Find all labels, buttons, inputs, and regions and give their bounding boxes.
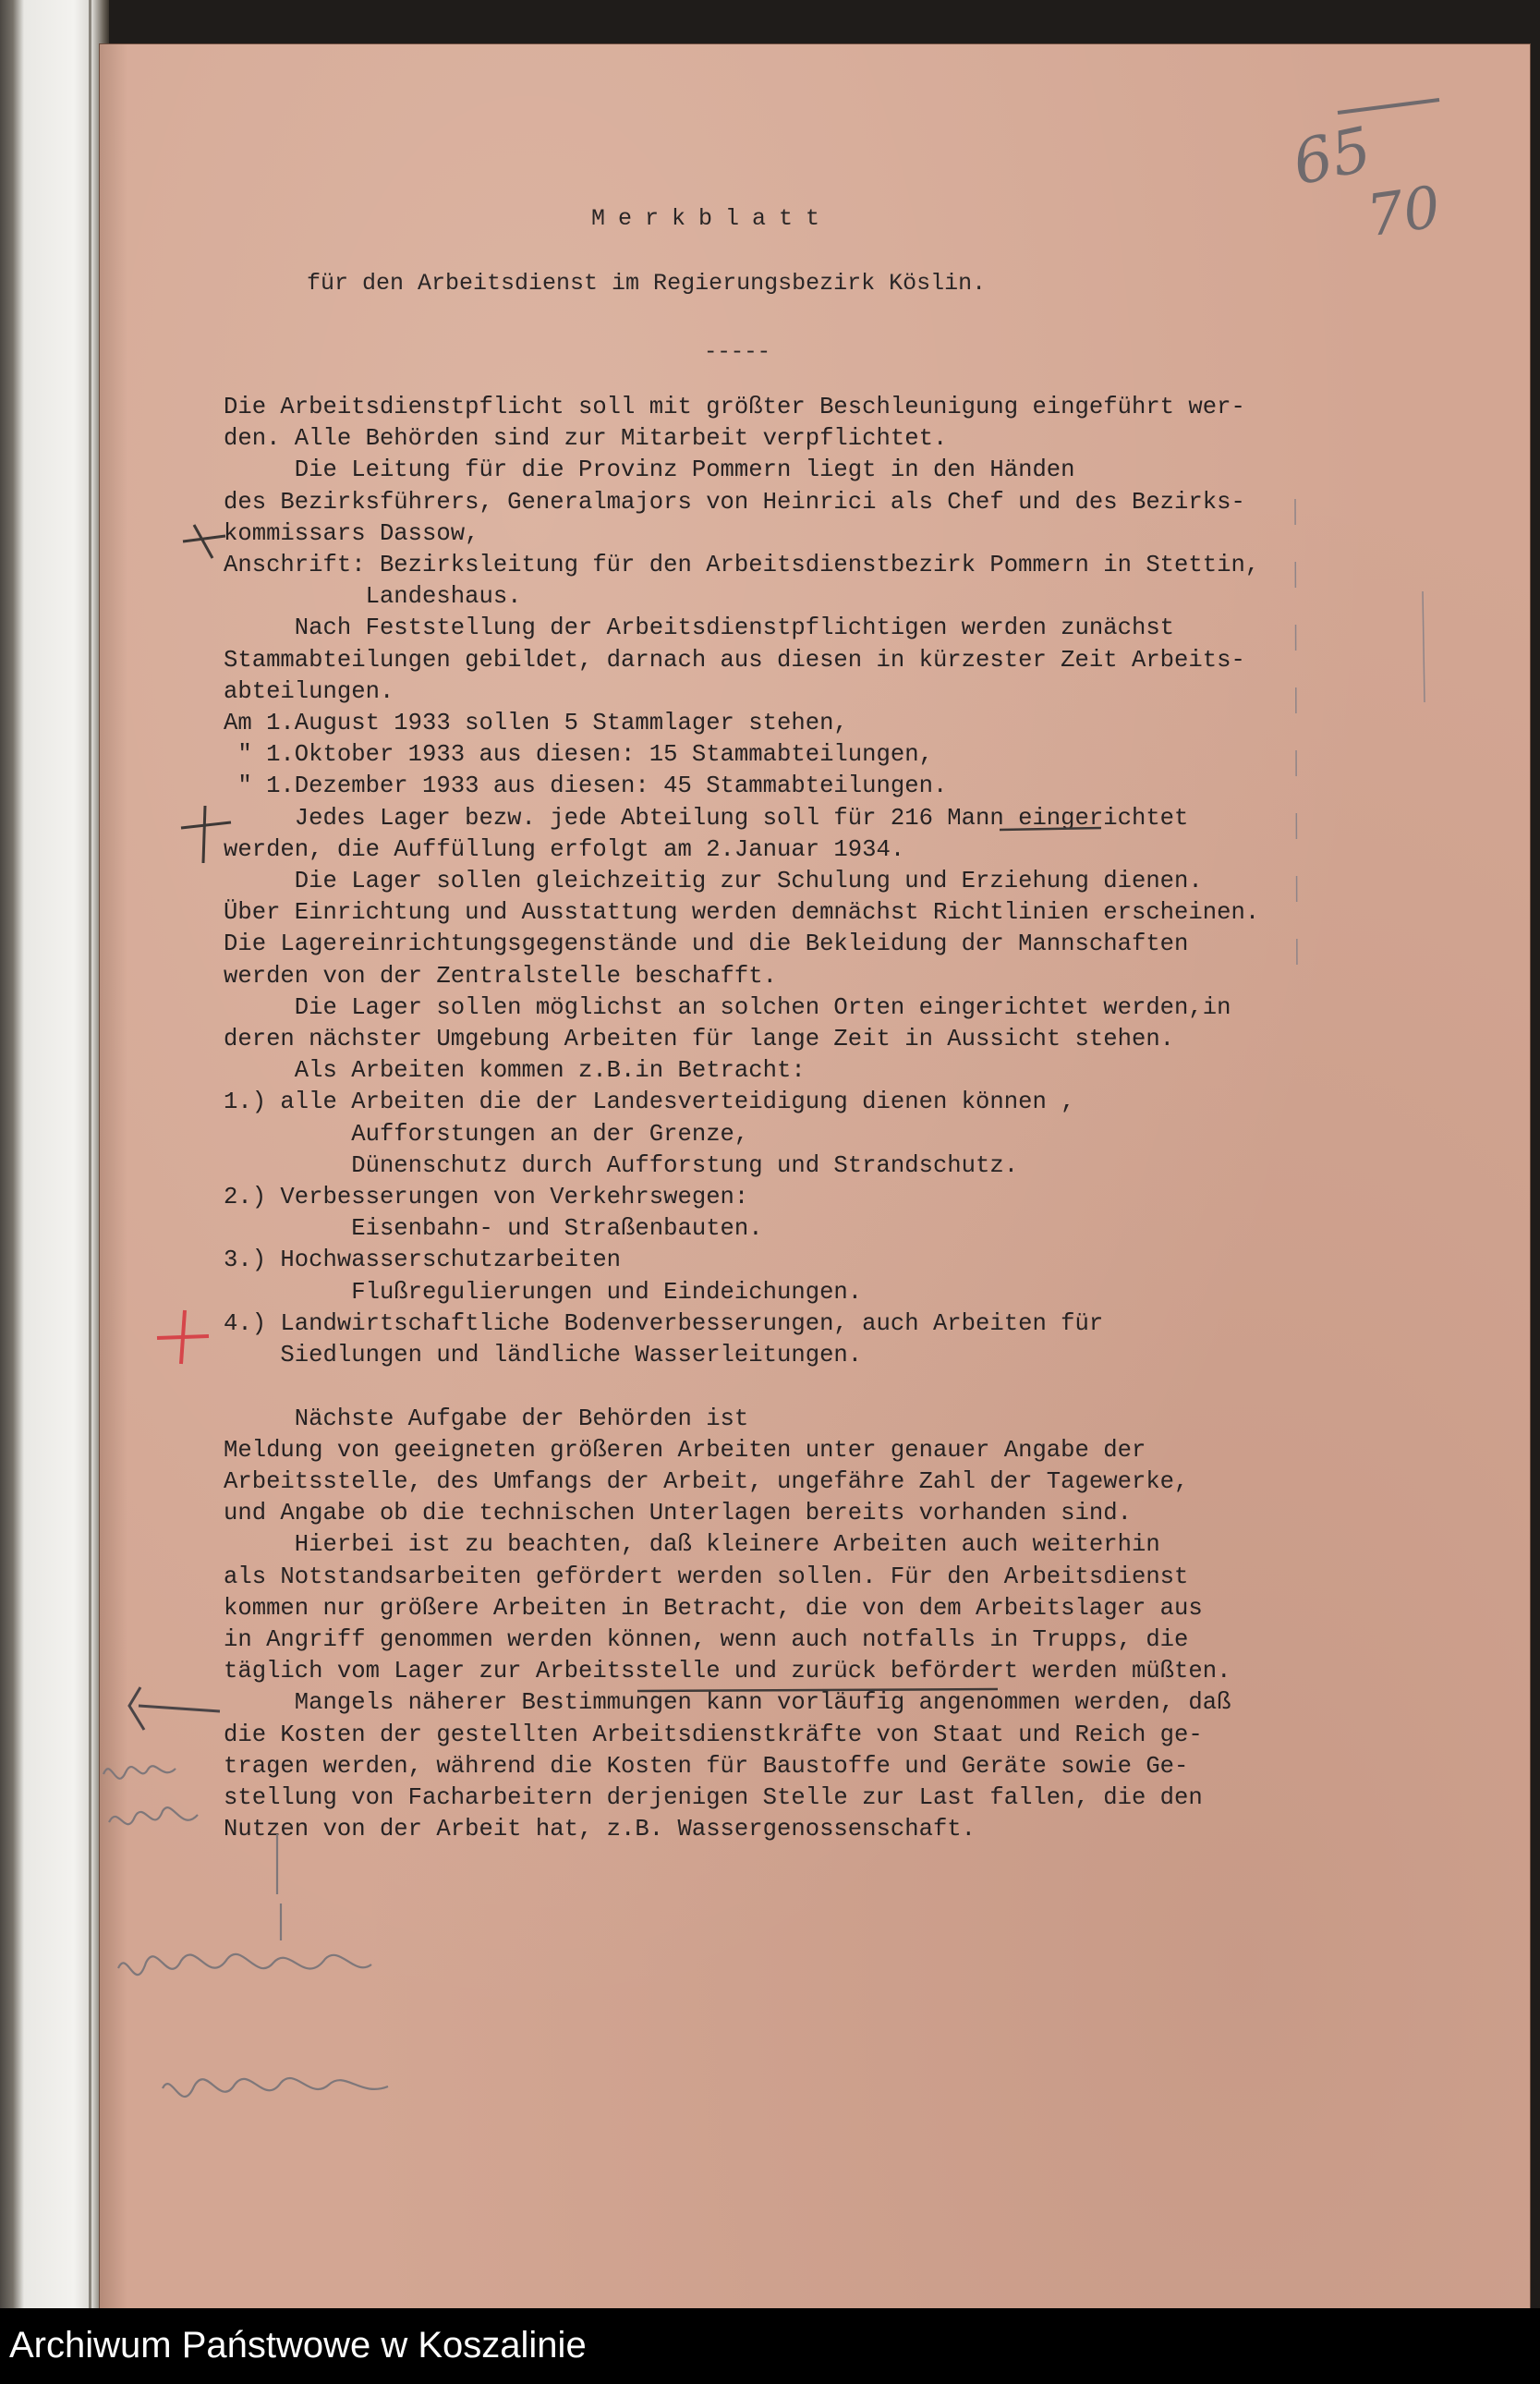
body-line: den. Alle Behörden sind zur Mitarbeit verpflichtet. bbox=[224, 425, 948, 453]
body-line: Dünenschutz durch Aufforstung und Strandschutz. bbox=[224, 1151, 1019, 1179]
body-line: 2.) Verbesserungen von Verkehrswegen: bbox=[224, 1184, 749, 1211]
body-line: Nutzen von der Arbeit hat, z.B. Wassergenossenschaft. bbox=[224, 1816, 976, 1843]
body-line: Jedes Lager bezw. jede Abteilung soll für 216 Mann eingerichtet bbox=[224, 804, 1189, 832]
body-line: Die Lager sollen möglichst an solchen Orten eingerichtet werden,in bbox=[224, 993, 1231, 1021]
body-line: Flußregulierungen und Eindeichungen. bbox=[224, 1278, 863, 1306]
body-line: die Kosten der gestellten Arbeitsdienstkräfte von Staat und Reich ge- bbox=[224, 1721, 1203, 1748]
body-line: Anschrift: Bezirksleitung für den Arbeitsdienstbezirk Pommern in Stettin, bbox=[224, 552, 1260, 579]
body-line: Aufforstungen an der Grenze, bbox=[224, 1120, 749, 1148]
body-line: Als Arbeiten kommen z.B.in Betracht: bbox=[224, 1057, 806, 1085]
body-line: Nächste Aufgabe der Behörden ist bbox=[224, 1405, 749, 1432]
body-line: kommissars Dassow, bbox=[224, 519, 479, 547]
archive-caption: Archiwum Państwowe w Koszalinie bbox=[9, 2325, 587, 2366]
body-line: werden, die Auffüllung erfolgt am 2.Januar 1934. bbox=[224, 835, 905, 863]
body-line: Siedlungen und ländliche Wasserleitungen. bbox=[224, 1342, 863, 1369]
body-line: des Bezirksführers, Generalmajors von Heinrici als Chef und des Bezirks- bbox=[224, 488, 1245, 516]
body-line: Nach Feststellung der Arbeitsdienstpflichtigen werden zunächst bbox=[224, 614, 1175, 642]
title-separator: ----- bbox=[704, 340, 771, 365]
binder-line bbox=[89, 0, 91, 2308]
body-line: 3.) Hochwasserschutzarbeiten bbox=[224, 1247, 622, 1274]
body-line: deren nächster Umgebung Arbeiten für lange Zeit in Aussicht stehen. bbox=[224, 1026, 1175, 1053]
page-number-65: 65 bbox=[1286, 113, 1377, 200]
document-title: Merkblatt bbox=[591, 205, 833, 232]
body-line: stellung von Facharbeitern derjenigen Stelle zur Last fallen, die den bbox=[224, 1783, 1203, 1811]
page-number-70: 70 bbox=[1363, 172, 1445, 250]
body-line: 1.) alle Arbeiten die der Landesverteidigung dienen können , bbox=[224, 1089, 1075, 1116]
body-line: " 1.Dezember 1933 aus diesen: 45 Stammabteilungen. bbox=[224, 772, 948, 800]
body-line: täglich vom Lager zur Arbeitsstelle und zurück befördert werden müßten. bbox=[224, 1658, 1231, 1685]
body-line: Die Lager sollen gleichzeitig zur Schulung und Erziehung dienen. bbox=[224, 868, 1203, 895]
body-line: Am 1.August 1933 sollen 5 Stammlager stehen, bbox=[224, 710, 848, 737]
body-line: kommen nur größere Arbeiten in Betracht, die von dem Arbeitslager aus bbox=[224, 1594, 1203, 1622]
body-line: werden von der Zentralstelle beschafft. bbox=[224, 962, 777, 990]
body-line: Eisenbahn- und Straßenbauten. bbox=[224, 1215, 763, 1243]
body-line: Hierbei ist zu beachten, daß kleinere Arbeiten auch weiterhin bbox=[224, 1531, 1160, 1559]
body-line: tragen werden, während die Kosten für Baustoffe und Geräte sowie Ge- bbox=[224, 1752, 1189, 1780]
body-line: Die Arbeitsdienstpflicht soll mit größter Beschleunigung eingeführt wer- bbox=[224, 394, 1245, 420]
document-subtitle: für den Arbeitsdienst im Regierungsbezirk Köslin. bbox=[307, 270, 987, 297]
body-line: " 1.Oktober 1933 aus diesen: 15 Stammabteilungen, bbox=[224, 741, 933, 769]
body-line: Landeshaus. bbox=[224, 583, 522, 611]
body-line: Die Lagereinrichtungsgegenstände und die Bekleidung der Mannschaften bbox=[224, 930, 1189, 958]
body-line: Mangels näherer Bestimmungen kann vorläufig angenommen werden, daß bbox=[224, 1689, 1231, 1717]
body-line: Arbeitsstelle, des Umfangs der Arbeit, ungefähre Zahl der Tagewerke, bbox=[224, 1467, 1189, 1495]
document-body bbox=[224, 392, 1259, 1845]
body-line: Meldung von geeigneten größeren Arbeiten unter genauer Angabe der bbox=[224, 1436, 1146, 1464]
binder-edge bbox=[0, 0, 109, 2308]
body-line: Über Einrichtung und Ausstattung werden demnächst Richtlinien erscheinen. bbox=[224, 899, 1260, 927]
body-line: abteilungen. bbox=[224, 677, 394, 705]
body-line: und Angabe ob die technischen Unterlagen bereits vorhanden sind. bbox=[224, 1500, 1132, 1527]
body-line: 4.) Landwirtschaftliche Bodenverbesserungen, auch Arbeiten für bbox=[224, 1309, 1104, 1337]
body-line: Stammabteilungen gebildet, darnach aus diesen in kürzester Zeit Arbeits- bbox=[224, 646, 1245, 674]
body-line: als Notstandsarbeiten gefördert werden sollen. Für den Arbeitsdienst bbox=[224, 1563, 1189, 1590]
body-line: in Angriff genommen werden können, wenn auch notfalls in Trupps, die bbox=[224, 1625, 1189, 1653]
body-line: Die Leitung für die Provinz Pommern liegt in den Händen bbox=[224, 456, 1075, 484]
